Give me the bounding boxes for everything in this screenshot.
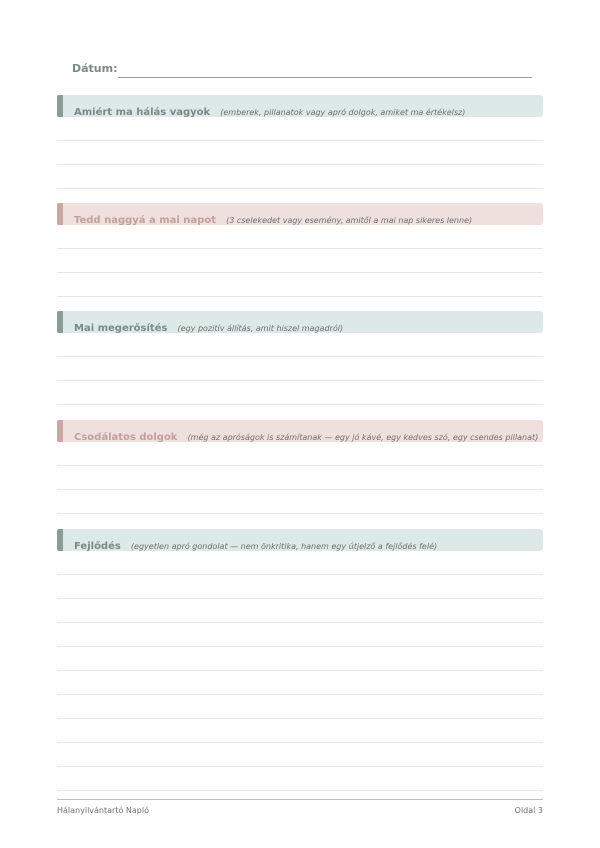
section-header	[57, 311, 543, 333]
section-title: Amiért ma hálás vagyok	[74, 107, 211, 118]
section-accent-bar	[57, 203, 63, 225]
section-header	[57, 420, 543, 442]
section-affirmation	[57, 311, 543, 405]
section-title: Tedd naggyá a mai napot	[74, 215, 216, 226]
section-accent-bar	[57, 529, 63, 551]
section-subtitle: (még az apróságok is számítanak — egy jó kávé, egy kedves szó, egy csendes pillanat)	[187, 433, 539, 442]
footer-divider	[57, 799, 543, 800]
date-input-line[interactable]	[118, 77, 532, 78]
section-header	[57, 529, 543, 551]
section-gratitude	[57, 95, 543, 189]
writing-lines[interactable]	[57, 442, 543, 514]
section-title: Fejlődés	[74, 541, 121, 552]
date-label: Dátum:	[72, 62, 118, 75]
page-number: Oldal 3	[514, 806, 543, 815]
section-accent-bar	[57, 95, 63, 117]
section-header	[57, 203, 543, 225]
writing-lines[interactable]	[57, 333, 543, 405]
section-accent-bar	[57, 420, 63, 442]
section-accent-bar	[57, 311, 63, 333]
section-header	[57, 95, 543, 117]
section-subtitle: (3 cselekedet vagy esemény, amitől a mai nap sikeres lenne)	[226, 216, 473, 225]
footer-title: Hálanyilvántartó Napló	[57, 806, 149, 815]
writing-lines[interactable]	[57, 225, 543, 297]
section-title: Mai megerősítés	[74, 323, 168, 334]
section-make-today-great	[57, 203, 543, 297]
section-amazing-things	[57, 420, 543, 514]
writing-lines[interactable]	[57, 551, 543, 791]
section-growth	[57, 529, 543, 791]
section-subtitle: (emberek, pillanatok vagy apró dolgok, amiket ma értékelsz)	[220, 108, 466, 117]
writing-lines[interactable]	[57, 117, 543, 189]
section-subtitle: (egy pozitív állítás, amit hiszel magadról)	[177, 324, 344, 333]
section-subtitle: (egyetlen apró gondolat — nem önkritika, hanem egy útjelző a fejlődés felé)	[130, 542, 438, 551]
date-row	[72, 62, 532, 80]
section-title: Csodálatos dolgok	[74, 432, 178, 443]
